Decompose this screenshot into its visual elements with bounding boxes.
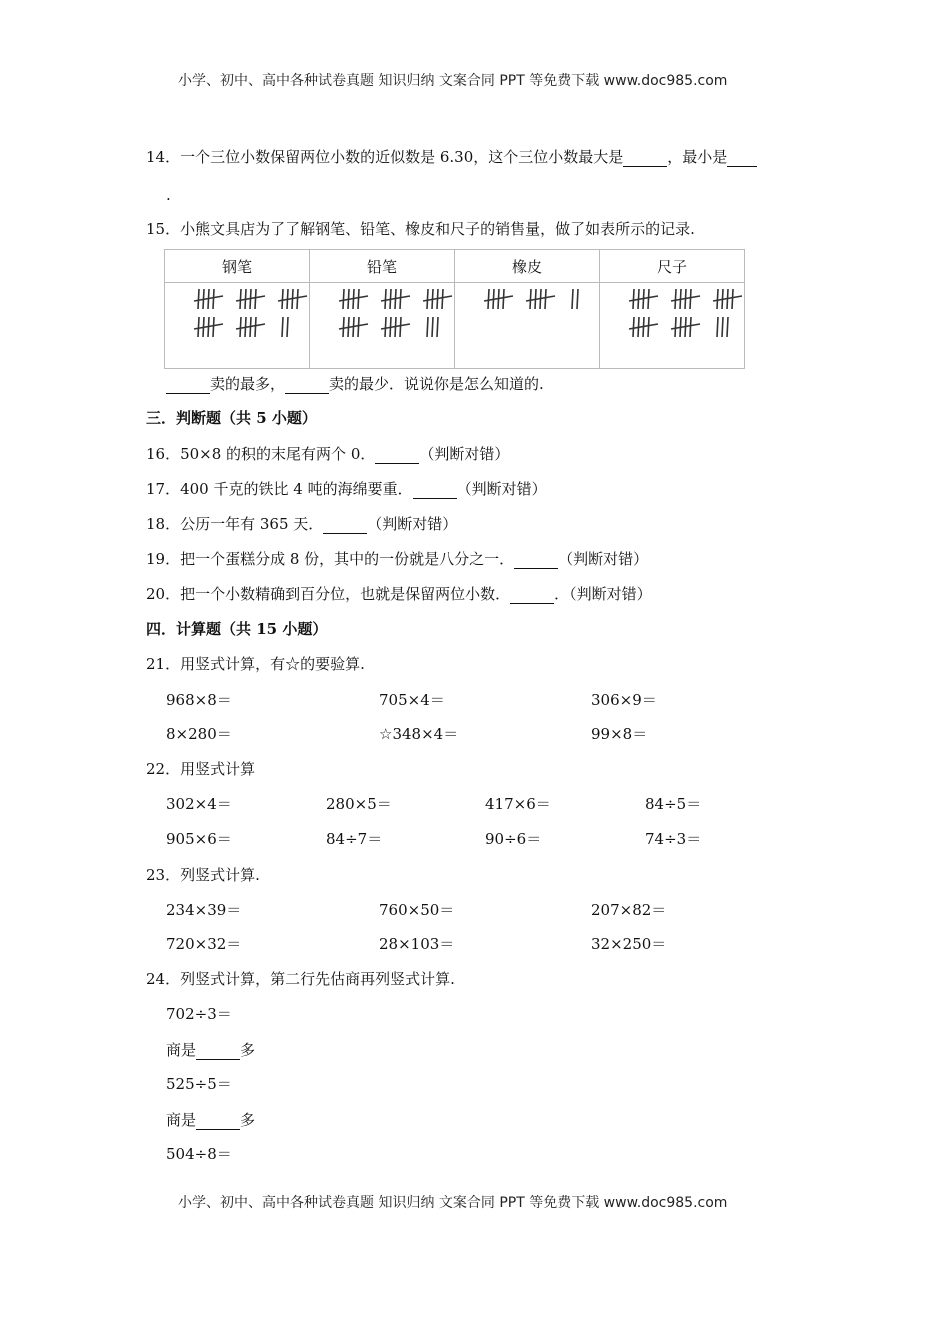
answer-blank[interactable] bbox=[196, 1111, 240, 1130]
tally-cell-pen bbox=[165, 283, 310, 369]
calc-item: 302×4＝ bbox=[166, 795, 232, 813]
question-14-end: . bbox=[166, 186, 171, 204]
tally-stroke bbox=[633, 317, 634, 337]
calc-item: 720×32＝ bbox=[166, 935, 242, 953]
question-21-title: 21．用竖式计算，有☆的要验算. bbox=[146, 655, 365, 673]
tally-mark-group bbox=[422, 315, 454, 339]
calc-item: 74÷3＝ bbox=[645, 830, 702, 848]
question-14-mid: ，最小是 bbox=[667, 148, 728, 166]
tally-stroke bbox=[198, 317, 199, 337]
tally-row bbox=[310, 283, 454, 311]
calc-item: 8×280＝ bbox=[166, 725, 232, 743]
question-14-text: 14．一个三位小数保留两位小数的近似数是 6.30，这个三位小数最大是 bbox=[146, 148, 624, 166]
tally-stroke bbox=[717, 289, 718, 309]
calc-item: 760×50＝ bbox=[379, 901, 455, 919]
tally-stroke bbox=[577, 289, 578, 309]
tally-header-pen: 钢笔 bbox=[165, 250, 310, 283]
judge-hint: ．（判断对错） bbox=[554, 585, 652, 603]
calc-item: 306×9＝ bbox=[591, 691, 657, 709]
tally-stroke bbox=[675, 289, 676, 309]
tally-stroke bbox=[427, 289, 428, 309]
tally-stroke bbox=[240, 289, 241, 309]
tally-header-pencil: 铅笔 bbox=[310, 250, 455, 283]
page-footer: 小学、初中、高中各种试卷真题 知识归纳 文案合同 PPT 等免费下载 www.doc985.com bbox=[178, 1195, 728, 1211]
tally-row bbox=[310, 311, 454, 339]
tally-mark-group bbox=[670, 287, 702, 311]
tally-stroke bbox=[385, 289, 386, 309]
tally-stroke bbox=[545, 289, 546, 309]
tally-stroke bbox=[530, 289, 531, 309]
question-14 bbox=[146, 146, 757, 167]
question-17-text: 17．400 千克的铁比 4 吨的海绵要重． bbox=[146, 480, 413, 498]
tally-stroke bbox=[255, 289, 256, 309]
tally-stroke bbox=[400, 289, 401, 309]
answer-blank[interactable] bbox=[514, 550, 558, 569]
tally-row bbox=[600, 283, 744, 311]
tally-mark-group bbox=[628, 287, 660, 311]
tally-stroke bbox=[213, 317, 214, 337]
answer-blank[interactable] bbox=[323, 515, 367, 534]
tally-stroke bbox=[648, 289, 649, 309]
question-22-title: 22．用竖式计算 bbox=[146, 760, 256, 778]
tally-stroke bbox=[297, 289, 298, 309]
tally-stroke bbox=[213, 289, 214, 309]
tally-table bbox=[164, 249, 745, 369]
estimate-label: 商是 bbox=[166, 1111, 197, 1129]
question-15-answer-end: 卖的最少．说说你是怎么知道的. bbox=[329, 375, 544, 393]
tally-row bbox=[455, 283, 599, 311]
section-4-title: 四．计算题（共 15 小题） bbox=[146, 620, 328, 638]
answer-blank[interactable] bbox=[510, 585, 554, 604]
tally-cell-eraser bbox=[455, 283, 600, 369]
calc-item: 968×8＝ bbox=[166, 691, 232, 709]
calc-item: 90÷6＝ bbox=[485, 830, 542, 848]
question-16 bbox=[146, 443, 509, 464]
calc-item: 905×6＝ bbox=[166, 830, 232, 848]
tally-mark-group bbox=[422, 287, 454, 311]
tally-mark-group bbox=[193, 287, 225, 311]
tally-mark-group bbox=[483, 287, 515, 311]
calc-item: 504÷8＝ bbox=[166, 1145, 232, 1163]
tally-mark-group bbox=[235, 287, 267, 311]
question-15-answer-mid: 卖的最多， bbox=[210, 375, 286, 393]
tally-mark-group bbox=[338, 315, 370, 339]
tally-stroke bbox=[717, 317, 718, 337]
page-header: 小学、初中、高中各种试卷真题 知识归纳 文案合同 PPT 等免费下载 www.doc985.com bbox=[178, 73, 728, 89]
tally-mark-group bbox=[235, 315, 267, 339]
tally-mark-group bbox=[338, 287, 370, 311]
tally-stroke bbox=[358, 289, 359, 309]
tally-row bbox=[165, 283, 309, 311]
tally-stroke bbox=[633, 289, 634, 309]
tally-stroke bbox=[488, 289, 489, 309]
judge-hint: （判断对错） bbox=[558, 550, 649, 568]
answer-blank[interactable] bbox=[196, 1041, 240, 1060]
calc-item: 525÷5＝ bbox=[166, 1075, 232, 1093]
estimate-suffix: 多 bbox=[240, 1041, 256, 1059]
estimate-suffix: 多 bbox=[240, 1111, 256, 1129]
calc-item: 84÷7＝ bbox=[326, 830, 383, 848]
question-18 bbox=[146, 513, 457, 534]
tally-cell-pencil bbox=[310, 283, 455, 369]
question-17 bbox=[146, 478, 547, 499]
tally-mark-group bbox=[628, 315, 660, 339]
tally-mark-group bbox=[525, 287, 557, 311]
tally-stroke bbox=[343, 317, 344, 337]
estimate-label: 商是 bbox=[166, 1041, 197, 1059]
calc-item: 234×39＝ bbox=[166, 901, 242, 919]
question-20 bbox=[146, 583, 652, 604]
tally-header-eraser: 橡皮 bbox=[455, 250, 600, 283]
calc-item: 417×6＝ bbox=[485, 795, 551, 813]
answer-blank[interactable] bbox=[623, 148, 667, 167]
calc-item: 32×250＝ bbox=[591, 935, 667, 953]
tally-stroke bbox=[385, 317, 386, 337]
judge-hint: （判断对错） bbox=[367, 515, 458, 533]
answer-blank[interactable] bbox=[285, 375, 329, 394]
estimate-line bbox=[166, 1039, 255, 1060]
tally-stroke bbox=[240, 317, 241, 337]
tally-mark-group bbox=[277, 287, 309, 311]
tally-stroke bbox=[255, 317, 256, 337]
section-3-title: 三．判断题（共 5 小题） bbox=[146, 409, 317, 427]
tally-mark-group bbox=[712, 287, 744, 311]
tally-stroke bbox=[282, 317, 283, 337]
answer-blank[interactable] bbox=[375, 445, 419, 464]
tally-mark-group bbox=[277, 315, 309, 339]
tally-header-ruler: 尺子 bbox=[600, 250, 745, 283]
tally-stroke bbox=[287, 317, 288, 337]
tally-mark-group bbox=[380, 315, 412, 339]
tally-stroke bbox=[432, 317, 433, 337]
answer-blank[interactable] bbox=[727, 148, 757, 167]
judge-hint: （判断对错） bbox=[456, 480, 547, 498]
question-19 bbox=[146, 548, 648, 569]
tally-stroke bbox=[572, 289, 573, 309]
tally-stroke bbox=[690, 317, 691, 337]
calc-item: 207×82＝ bbox=[591, 901, 667, 919]
question-18-text: 18．公历一年有 365 天． bbox=[146, 515, 324, 533]
tally-row bbox=[600, 311, 744, 339]
calc-item: 280×5＝ bbox=[326, 795, 392, 813]
tally-stroke bbox=[722, 317, 723, 337]
tally-stroke bbox=[690, 289, 691, 309]
tally-stroke bbox=[400, 317, 401, 337]
estimate-line bbox=[166, 1109, 255, 1130]
tally-mark-group bbox=[380, 287, 412, 311]
calc-item: 84÷5＝ bbox=[645, 795, 702, 813]
calc-item: 99×8＝ bbox=[591, 725, 648, 743]
question-23-title: 23．列竖式计算. bbox=[146, 866, 260, 884]
tally-stroke bbox=[442, 289, 443, 309]
tally-mark-group bbox=[670, 315, 702, 339]
tally-stroke bbox=[427, 317, 428, 337]
answer-blank[interactable] bbox=[166, 375, 210, 394]
tally-stroke bbox=[437, 317, 438, 337]
judge-hint: （判断对错） bbox=[419, 445, 510, 463]
tally-cell-ruler bbox=[600, 283, 745, 369]
tally-stroke bbox=[732, 289, 733, 309]
tally-mark-group bbox=[567, 287, 599, 311]
tally-stroke bbox=[675, 317, 676, 337]
tally-stroke bbox=[343, 289, 344, 309]
tally-stroke bbox=[727, 317, 728, 337]
calc-item: 702÷3＝ bbox=[166, 1005, 232, 1023]
question-16-text: 16．50×8 的积的末尾有两个 0． bbox=[146, 445, 376, 463]
tally-stroke bbox=[358, 317, 359, 337]
calc-item: 28×103＝ bbox=[379, 935, 455, 953]
tally-row bbox=[165, 311, 309, 339]
tally-mark-group bbox=[712, 315, 744, 339]
calc-item: ☆348×4＝ bbox=[379, 725, 459, 743]
tally-stroke bbox=[503, 289, 504, 309]
question-15-text: 15．小熊文具店为了了解钢笔、铅笔、橡皮和尺子的销售量，做了如表所示的记录. bbox=[146, 220, 695, 238]
tally-stroke bbox=[648, 317, 649, 337]
tally-stroke bbox=[282, 289, 283, 309]
calc-item: 705×4＝ bbox=[379, 691, 445, 709]
tally-mark-group bbox=[193, 315, 225, 339]
question-20-text: 20．把一个小数精确到百分位，也就是保留两位小数． bbox=[146, 585, 511, 603]
question-24-title: 24．列竖式计算，第二行先估商再列竖式计算. bbox=[146, 970, 455, 988]
answer-blank[interactable] bbox=[413, 480, 457, 499]
tally-stroke bbox=[198, 289, 199, 309]
question-19-text: 19．把一个蛋糕分成 8 份，其中的一份就是八分之一． bbox=[146, 550, 515, 568]
question-15-answer bbox=[166, 373, 544, 394]
